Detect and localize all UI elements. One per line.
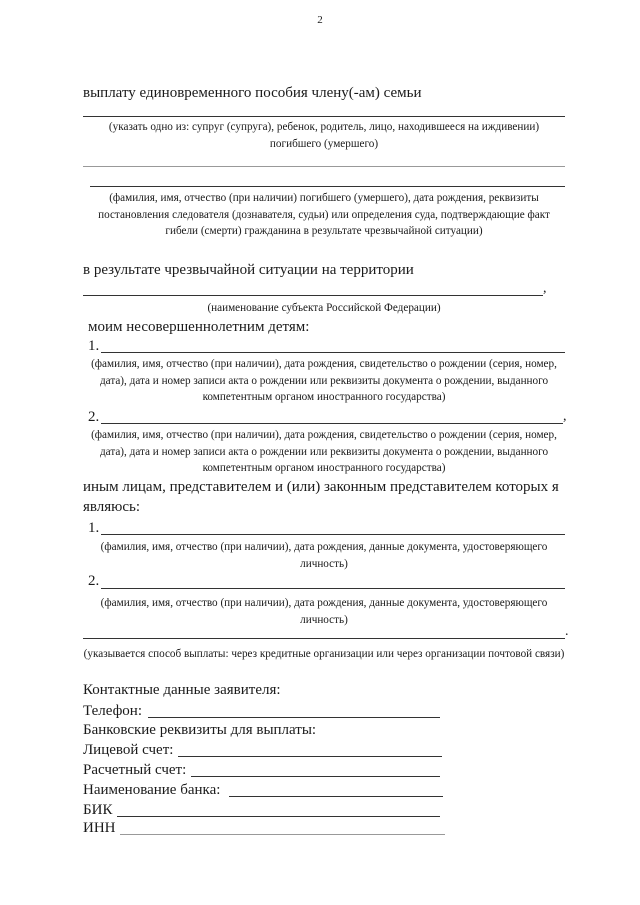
deceased-field-line-1[interactable] xyxy=(83,166,565,167)
others-heading-line-2: являюсь: xyxy=(83,499,141,515)
hint-person-1: (фамилия, имя, отчество (при наличии), дата рождения, данные документа, удостоверяющего личность) xyxy=(100,541,548,570)
settlement-account-label: Расчетный счет: xyxy=(83,762,187,778)
minors-heading: моим несовершеннолетним детям: xyxy=(88,319,310,335)
hint-child-2: (фамилия, имя, отчество (при наличии), дата рождения, свидетельство о рождении (серия, номер, дата), дата и номер записи акта о рождении или реквизиты документа о рождении, выданного компетентным органом иностранного государства) xyxy=(91,429,557,474)
hint-payment: (указывается способ выплаты: через кредитные организации или через организации почтовой связи) xyxy=(83,648,565,660)
phone-field[interactable] xyxy=(148,717,440,718)
bik-label: БИК xyxy=(83,802,113,818)
personal-account-field[interactable] xyxy=(178,756,442,757)
child-2-number: 2. xyxy=(88,409,100,425)
phone-label: Телефон: xyxy=(83,703,142,719)
region-field[interactable] xyxy=(83,295,543,296)
person-2-field[interactable] xyxy=(101,588,565,589)
relation-field[interactable] xyxy=(83,116,565,117)
bik-field[interactable] xyxy=(117,816,440,817)
hint-relation: (указать одно из: супруг (супруга), ребенок, родитель, лицо, находившееся на иждивении) погибшего (умершего) xyxy=(108,121,540,150)
hint-deceased: (фамилия, имя, отчество (при наличии) погибшего (умершего), дата рождения, реквизиты постановления следователя (дознавателя, судьи) или определения суда, подтверждающие факт гибели (смерти) гражданина в результате чрезвычайной ситуации) xyxy=(98,192,550,237)
contacts-heading: Контактные данные заявителя: xyxy=(83,682,281,698)
person-1-field[interactable] xyxy=(101,534,565,535)
hint-person-2: (фамилия, имя, отчество (при наличии), дата рождения, данные документа, удостоверяющего личность) xyxy=(100,597,548,626)
person-2-number: 2. xyxy=(88,573,100,589)
others-heading-line-1: иным лицам, представителем и (или) законным представителем которых я xyxy=(83,479,559,495)
intro-text: выплату единовременного пособия члену(-ам) семьи xyxy=(83,85,422,101)
child-2-field[interactable] xyxy=(101,423,563,424)
emergency-text: в результате чрезвычайной ситуации на территории xyxy=(83,262,414,278)
settlement-account-field[interactable] xyxy=(191,776,440,777)
bank-heading: Банковские реквизиты для выплаты: xyxy=(83,722,317,738)
bank-name-field[interactable] xyxy=(229,796,443,797)
child-1-field[interactable] xyxy=(101,352,565,353)
personal-account-label: Лицевой счет: xyxy=(83,742,174,758)
inn-label: ИНН xyxy=(83,820,116,836)
bank-name-label: Наименование банка: xyxy=(83,782,221,798)
person-1-number: 1. xyxy=(88,520,100,536)
hint-child-1: (фамилия, имя, отчество (при наличии), дата рождения, свидетельство о рождении (серия, номер, дата), дата и номер записи акта о рождении или реквизиты документа о рождении, выданного компетентным органом иностранного государства) xyxy=(91,358,557,403)
inn-field[interactable] xyxy=(120,834,445,835)
hint-region: (наименование субъекта Российской Федерации) xyxy=(207,302,441,314)
child-1-number: 1. xyxy=(88,338,100,354)
child-2-comma: , xyxy=(563,409,567,424)
page-number: 2 xyxy=(317,14,323,26)
deceased-field-line-2[interactable] xyxy=(90,186,565,187)
payment-method-field[interactable] xyxy=(83,638,565,639)
region-comma: , xyxy=(543,281,547,296)
payment-method-period: . xyxy=(565,624,569,639)
